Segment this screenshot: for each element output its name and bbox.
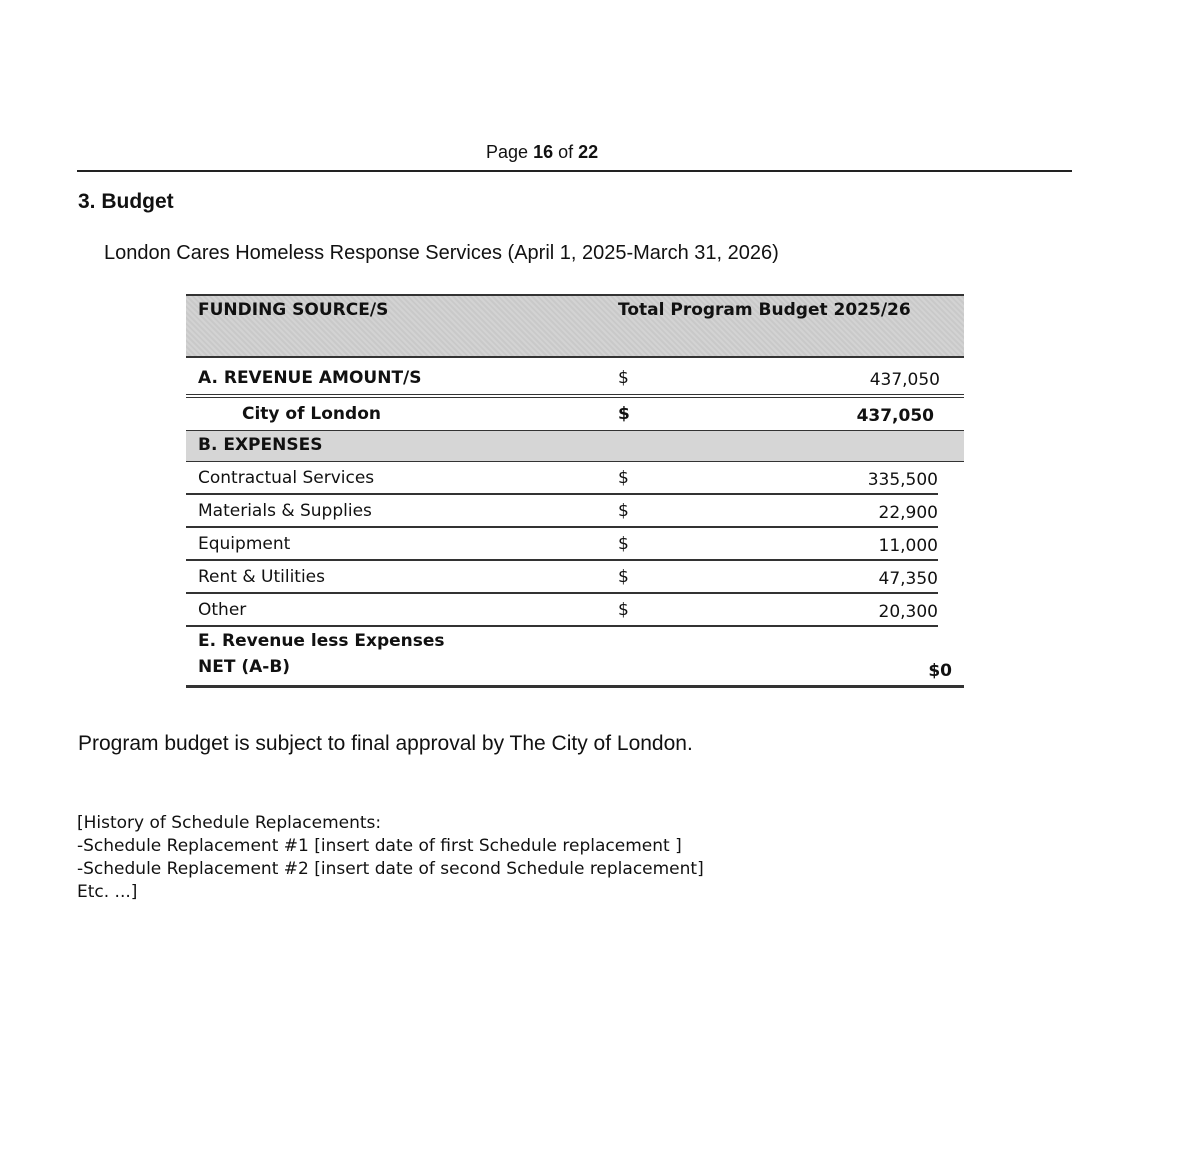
table-row (186, 561, 938, 594)
revenue-amount: 437,050 (869, 370, 940, 390)
revenue-currency: $ (618, 368, 629, 388)
section-title: 3. Budget (78, 190, 174, 213)
budget-table (186, 294, 964, 688)
page-prefix: Page (486, 142, 529, 162)
program-subtitle: London Cares Homeless Response Services (April 1, 2025-March 31, 2026) (104, 242, 779, 264)
city-currency: $ (618, 404, 630, 424)
page-header (486, 142, 598, 163)
expense-amount: 20,300 (878, 602, 938, 622)
expenses-label: B. EXPENSES (198, 435, 323, 455)
net-label-line1: E. Revenue less Expenses (198, 631, 445, 651)
city-label: City of London (242, 404, 381, 424)
city-amount: 437,050 (856, 406, 934, 426)
expense-label: Rent & Utilities (198, 567, 325, 587)
net-row (186, 627, 964, 688)
col-funding-source: FUNDING SOURCE/S (198, 300, 389, 320)
expense-amount: 335,500 (867, 470, 938, 490)
history-line: -Schedule Replacement #2 [insert date of second Schedule replacement] (77, 859, 704, 879)
table-row (186, 594, 938, 627)
revenue-row (186, 362, 964, 398)
expense-currency: $ (618, 600, 629, 620)
expense-currency: $ (618, 468, 629, 488)
expense-amount: 11,000 (878, 536, 938, 556)
net-amount: $0 (928, 661, 952, 681)
header-divider (77, 170, 1072, 172)
expense-label: Contractual Services (198, 468, 375, 488)
approval-note: Program budget is subject to final approval by The City of London. (78, 732, 693, 755)
city-row (186, 398, 964, 431)
expense-label: Other (198, 600, 247, 620)
page-of: of (558, 142, 574, 162)
history-line: Etc. ...] (77, 882, 138, 902)
expense-currency: $ (618, 534, 629, 554)
table-row (186, 495, 938, 528)
col-total-budget: Total Program Budget 2025/26 (618, 300, 911, 320)
expense-amount: 22,900 (878, 503, 938, 523)
table-header-row (186, 294, 964, 358)
replacement-history (77, 812, 704, 904)
net-label-line2: NET (A-B) (198, 657, 291, 677)
expenses-header-row (186, 431, 964, 462)
table-row (186, 528, 938, 561)
expense-label: Materials & Supplies (198, 501, 372, 521)
table-row (186, 462, 938, 495)
expense-amount: 47,350 (878, 569, 938, 589)
expense-label: Equipment (198, 534, 291, 554)
expense-currency: $ (618, 501, 629, 521)
page-current: 16 (533, 142, 554, 162)
history-line: [History of Schedule Replacements: (77, 813, 382, 833)
history-line: -Schedule Replacement #1 [insert date of first Schedule replacement ] (77, 836, 682, 856)
revenue-label: A. REVENUE AMOUNT/S (198, 368, 422, 388)
expense-currency: $ (618, 567, 629, 587)
page-total: 22 (578, 142, 599, 162)
